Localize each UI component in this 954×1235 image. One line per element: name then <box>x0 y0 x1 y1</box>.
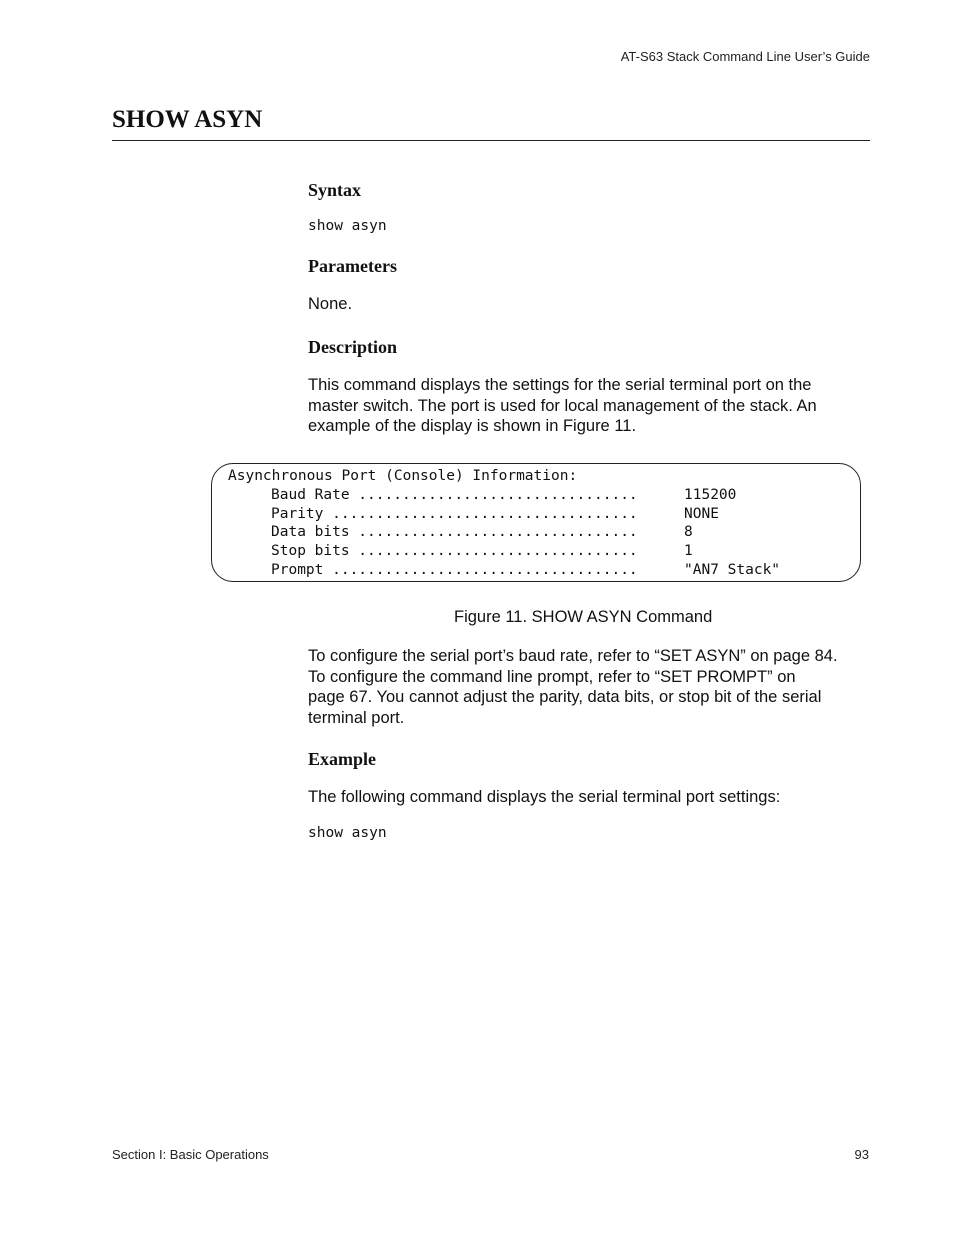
configure-paragraph <box>308 646 888 728</box>
description-line: This command displays the settings for the serial terminal port on the <box>308 376 812 394</box>
parameters-section <box>308 256 868 277</box>
parameters-text: None. <box>308 295 353 313</box>
example-heading: Example <box>308 749 377 769</box>
syntax-section <box>308 180 868 201</box>
syntax-heading: Syntax <box>308 180 362 200</box>
running-header: AT-S63 Stack Command Line User’s Guide <box>620 49 870 64</box>
console-row-baud-rate-label: Baud Rate ................................ <box>271 487 638 503</box>
footer-section-label: Section I: Basic Operations <box>112 1147 269 1162</box>
console-row-baud-rate-value: 115200 <box>684 487 737 503</box>
description-line: example of the display is shown in Figure 11. <box>308 417 637 435</box>
parameters-heading: Parameters <box>308 256 397 276</box>
console-row-data-bits-label: Data bits ................................ <box>271 524 638 540</box>
example-command: show asyn <box>308 825 387 841</box>
example-text: The following command displays the serial terminal port settings: <box>308 788 781 806</box>
description-paragraph <box>308 375 868 437</box>
console-row-prompt-label: Prompt ................................... <box>271 562 638 578</box>
syntax-command: show asyn <box>308 218 387 234</box>
description-section <box>308 337 868 358</box>
page-title: SHOW ASYN <box>112 106 263 133</box>
console-row-parity-value: NONE <box>684 506 719 522</box>
console-row-data-bits-value: 8 <box>684 524 693 540</box>
console-heading: Asynchronous Port (Console) Information: <box>228 468 578 484</box>
configure-line: To configure the command line prompt, refer to “SET PROMPT” on <box>308 667 796 686</box>
description-heading: Description <box>308 337 397 357</box>
figure-caption: Figure 11. SHOW ASYN Command <box>454 608 713 626</box>
console-row-prompt-value: "AN7 Stack" <box>684 562 781 578</box>
configure-line: To configure the serial port’s baud rate, refer to “SET ASYN” on page 84. <box>308 647 838 665</box>
example-section <box>308 749 868 770</box>
console-row-parity-label: Parity ................................... <box>271 506 638 522</box>
description-line: master switch. The port is used for local management of the stack. An <box>308 396 817 415</box>
footer-page-number: 93 <box>854 1147 869 1162</box>
configure-line: page 67. You cannot adjust the parity, data bits, or stop bit of the serial <box>308 688 822 706</box>
title-divider <box>112 140 870 141</box>
configure-line: terminal port. <box>308 708 405 727</box>
console-row-stop-bits-label: Stop bits ................................ <box>271 543 638 559</box>
console-row-stop-bits-value: 1 <box>684 543 693 559</box>
